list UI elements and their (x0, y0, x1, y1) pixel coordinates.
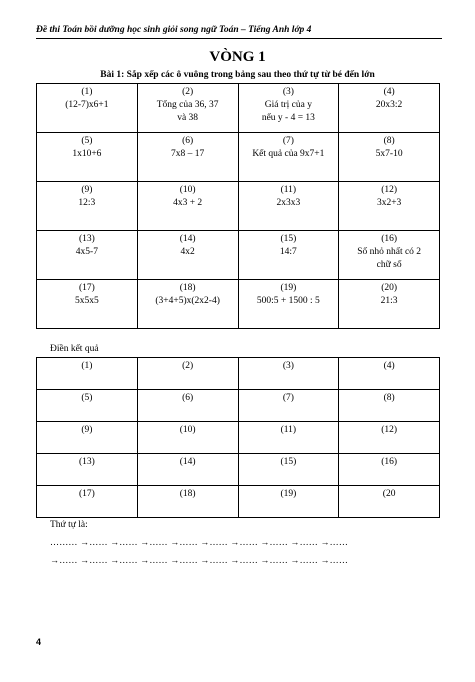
problem-expression: 3x2+3 (376, 198, 402, 208)
problem-cell (339, 84, 440, 133)
problem-expression: 5x7-10 (375, 149, 403, 159)
answer-cell[interactable] (339, 422, 440, 454)
problem-number: (12) (381, 185, 398, 195)
problem-cell (339, 231, 440, 280)
answer-number: (10) (179, 425, 196, 435)
problem-expression: 7x8 – 17 (171, 149, 205, 159)
problem-cell (37, 280, 138, 329)
answer-number: (1) (81, 361, 93, 371)
problem-row (37, 280, 440, 329)
problem-cell (339, 182, 440, 231)
problem-cell (137, 280, 238, 329)
page-number: 4 (36, 637, 42, 647)
problem-cell (137, 182, 238, 231)
answer-cell[interactable] (339, 486, 440, 518)
problem-cell (238, 84, 339, 133)
answer-cell[interactable] (238, 454, 339, 486)
problem-expression: 12:3 (78, 198, 96, 208)
answer-number: (15) (280, 457, 297, 467)
answer-cell[interactable] (238, 486, 339, 518)
answer-cell[interactable] (339, 390, 440, 422)
problem-number: (6) (182, 136, 194, 146)
answer-row (37, 454, 440, 486)
answer-cell[interactable] (238, 422, 339, 454)
problem-expression: chữ số (376, 260, 402, 270)
problem-number: (5) (81, 136, 93, 146)
answer-cell[interactable] (37, 358, 138, 390)
answer-number: (14) (179, 457, 196, 467)
problem-number: (13) (78, 234, 95, 244)
problem-expression: và 38 (177, 113, 199, 123)
problem-expression: 4x3 + 2 (173, 198, 203, 208)
problem-expression: 2x3x3 (276, 198, 301, 208)
problem-number: (20) (381, 283, 398, 293)
fill-results-label: Điền kết quả (50, 344, 99, 354)
answer-cell[interactable] (137, 422, 238, 454)
round-title: VÒNG 1 (209, 49, 266, 65)
problem-number: (18) (179, 283, 196, 293)
answer-number: (17) (78, 489, 95, 499)
problem-number: (3) (282, 87, 294, 97)
problem-expression: 500:5 + 1500 : 5 (256, 296, 320, 306)
answer-cell[interactable] (339, 358, 440, 390)
problem-number: (4) (383, 87, 395, 97)
problem-row (37, 182, 440, 231)
problem-expression: 20x3:2 (375, 100, 403, 110)
problem-cell (339, 280, 440, 329)
answer-number: (3) (282, 361, 294, 371)
problem-cell (137, 84, 238, 133)
problem-expression: 4x2 (180, 247, 195, 257)
answer-row (37, 422, 440, 454)
problem-expression: 5x5x5 (75, 296, 99, 306)
problem-number: (14) (179, 234, 196, 244)
problem-expression: 1x10+6 (72, 149, 102, 159)
answer-number: (16) (381, 457, 398, 467)
problem-number: (1) (81, 87, 93, 97)
answer-cell[interactable] (238, 358, 339, 390)
problem-number: (10) (179, 185, 196, 195)
order-label: Thứ tự là: (50, 520, 88, 530)
problem-number: (11) (280, 185, 297, 195)
problem-cell (37, 84, 138, 133)
answer-row (37, 390, 440, 422)
answer-number: (7) (282, 393, 294, 403)
answer-cell[interactable] (137, 390, 238, 422)
answer-row (37, 358, 440, 390)
problem-cell (238, 280, 339, 329)
answer-number: (13) (78, 457, 95, 467)
problem-expression: 4x5-7 (75, 247, 98, 257)
order-line-1: ……… →…… →…… →…… →…… →…… →…… →…… →…… →…… (50, 537, 349, 547)
answer-number: (20 (382, 489, 396, 499)
problem-expression: (3+4+5)x(2x2-4) (155, 296, 220, 306)
problem-number: (17) (78, 283, 95, 293)
page-header: Đề thi Toán bồi dưỡng học sinh giỏi song ngữ Toán – Tiếng Anh lớp 4 (36, 25, 442, 39)
problem-number: (8) (383, 136, 395, 146)
answer-cell[interactable] (339, 454, 440, 486)
problem-expression: Số nhỏ nhất có 2 (357, 247, 422, 257)
answer-number: (11) (280, 425, 297, 435)
problem-cell (137, 133, 238, 182)
answer-number: (2) (182, 361, 194, 371)
problem-cell (238, 133, 339, 182)
problem-cell (238, 182, 339, 231)
problem-number: (9) (81, 185, 93, 195)
problem-number: (15) (280, 234, 297, 244)
exercise-title: Bài 1: Sắp xếp các ô vuông trong bảng sau theo thứ tự từ bé đến lớn (100, 70, 375, 80)
answer-cell[interactable] (238, 390, 339, 422)
problem-expression: (12-7)x6+1 (65, 100, 109, 110)
answers-table (36, 357, 440, 518)
problem-cell (339, 133, 440, 182)
answer-cell[interactable] (137, 454, 238, 486)
problem-expression: Tổng của 36, 37 (156, 100, 219, 110)
problem-cell (238, 231, 339, 280)
problem-cell (37, 133, 138, 182)
answer-number: (6) (182, 393, 194, 403)
answer-cell[interactable] (137, 358, 238, 390)
problems-table (36, 83, 440, 329)
order-line-2: →…… →…… →…… →…… →…… →…… →…… →…… →…… →…… (50, 555, 349, 565)
problem-expression: 21:3 (380, 296, 398, 306)
answer-cell[interactable] (37, 454, 138, 486)
problem-number: (16) (381, 234, 398, 244)
answer-cell[interactable] (37, 486, 138, 518)
answer-number: (8) (383, 393, 395, 403)
problem-row (37, 84, 440, 133)
problem-number: (7) (282, 136, 294, 146)
answer-number: (12) (381, 425, 398, 435)
problem-cell (37, 231, 138, 280)
problem-expression: nếu y - 4 = 13 (261, 113, 315, 123)
problem-row (37, 133, 440, 182)
answer-number: (4) (383, 361, 395, 371)
answer-number: (18) (179, 489, 196, 499)
problem-number: (19) (280, 283, 297, 293)
problem-expression: 14:7 (279, 247, 297, 257)
answer-number: (5) (81, 393, 93, 403)
problem-row (37, 231, 440, 280)
problem-number: (2) (182, 87, 194, 97)
answer-cell[interactable] (37, 422, 138, 454)
answer-number: (9) (81, 425, 93, 435)
problem-expression: Giá trị của y (264, 100, 312, 110)
answer-cell[interactable] (37, 390, 138, 422)
problem-cell (137, 231, 238, 280)
answer-row (37, 486, 440, 518)
problem-cell (37, 182, 138, 231)
answer-number: (19) (280, 489, 297, 499)
problem-expression: Kết quả của 9x7+1 (252, 149, 325, 159)
answer-cell[interactable] (137, 486, 238, 518)
